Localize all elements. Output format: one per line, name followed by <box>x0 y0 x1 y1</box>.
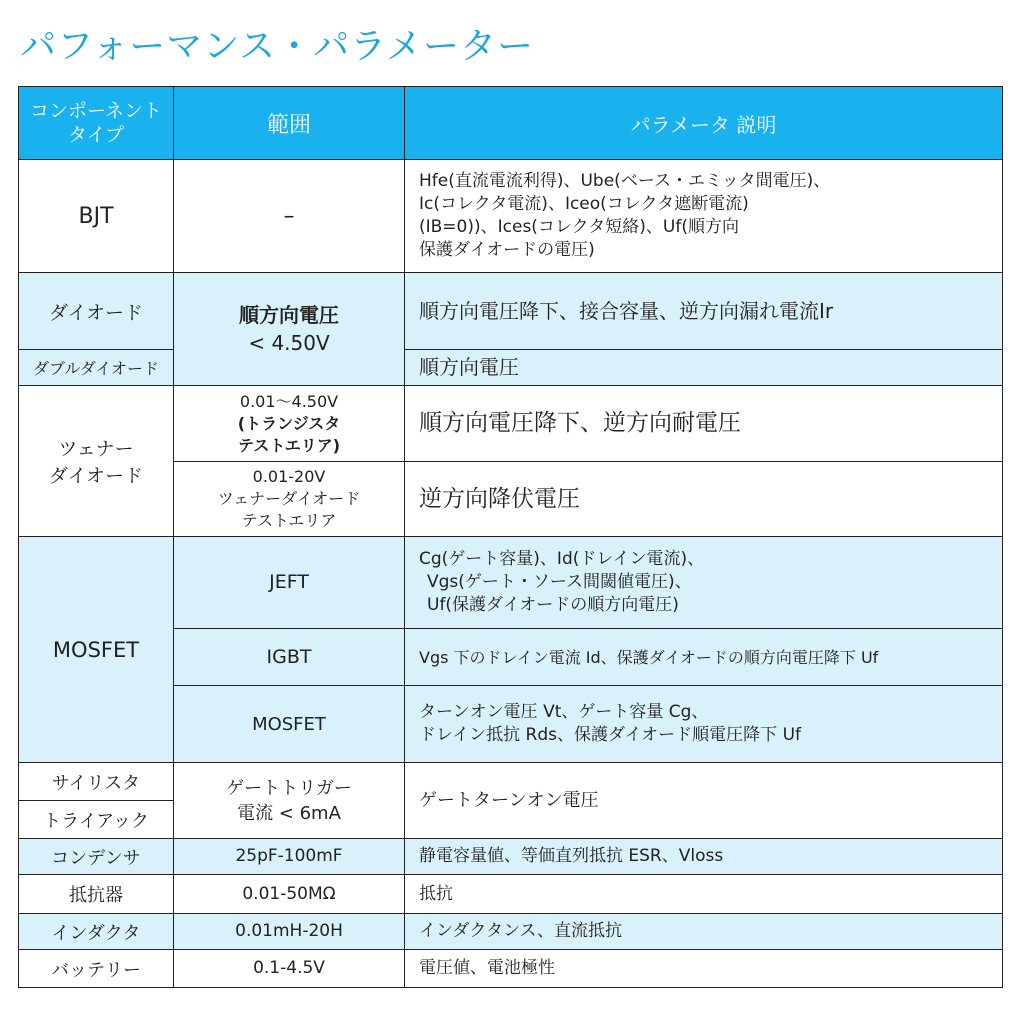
mosfet-description <box>405 686 1003 763</box>
jeft-description <box>405 537 1003 629</box>
bjt-description <box>405 160 1003 273</box>
zener-range-2-line: 0.01-20V <box>252 467 326 486</box>
header-component-line2: タイプ <box>67 124 125 146</box>
inductor-description: インダクタンス、直流抵抗 <box>405 914 1003 950</box>
bjt-desc-line: 保護ダイオードの電圧) <box>419 240 595 260</box>
battery-description: 電圧値、電池極性 <box>405 950 1003 988</box>
table-row-diode <box>19 273 1003 350</box>
igbt-description: Vgs 下のドレイン電流 Id、保護ダイオードの順方向電圧降下 Uf <box>405 629 1003 686</box>
battery-range: 0.1-4.5V <box>174 950 405 988</box>
bjt-range: – <box>174 160 405 273</box>
parameter-table <box>18 86 1003 988</box>
zener-range-2-line: ツェナーダイオード <box>217 489 361 508</box>
header-component-line1: コンポーネント <box>29 100 163 122</box>
mosfet-component: MOSFET <box>19 537 174 763</box>
jeft-desc-line: Uf(保護ダイオードの順方向電圧) <box>427 595 679 615</box>
inductor-range: 0.01mH-20H <box>174 914 405 950</box>
table-header-row <box>19 87 1003 160</box>
zener-component-line1: ツェナー <box>58 438 134 460</box>
zener-range-2-line: テストエリア <box>241 511 337 530</box>
header-range: 範囲 <box>174 87 405 160</box>
bjt-desc-line: Ic(コレクタ電流)、Iceo(コレクタ遮断電流) <box>419 194 749 214</box>
bjt-desc-line: Hfe(直流電流利得)、Ube(ベース・エミッタ間電圧)、 <box>419 171 831 191</box>
mosfet-range: MOSFET <box>174 686 405 763</box>
thyristor-range-line2: 電流 < 6mA <box>237 802 341 824</box>
zener-range-1-line: 0.01〜4.50V <box>239 391 339 411</box>
jeft-range: JEFT <box>174 537 405 629</box>
diode-description: 順方向電圧降下、接合容量、逆方向漏れ電流Ir <box>405 273 1003 350</box>
table-row-capacitor <box>19 839 1003 875</box>
zener-range-1 <box>174 386 405 462</box>
resistor-description: 抵抗 <box>405 875 1003 914</box>
jeft-desc-line: Vgs(ゲート・ソース間閾値電圧)、 <box>427 572 692 592</box>
table-row-dual-diode <box>19 350 1003 386</box>
diode-range-line2: < 4.50V <box>248 331 330 355</box>
jeft-desc-line: Cg(ゲート容量)、Id(ドレイン電流)、 <box>419 549 705 569</box>
capacitor-component: コンデンサ <box>19 839 174 875</box>
resistor-component: 抵抗器 <box>19 875 174 914</box>
zener-description-2: 逆方向降伏電圧 <box>405 462 1003 537</box>
table-row-zener-1 <box>19 386 1003 462</box>
table-row-resistor <box>19 875 1003 914</box>
zener-range-1-line: テストエリア) <box>237 435 341 455</box>
header-component-type <box>19 87 174 160</box>
resistor-range: 0.01-50MΩ <box>174 875 405 914</box>
header-description: パラメータ 説明 <box>405 87 1003 160</box>
capacitor-description: 静電容量値、等価直列抵抗 ESR、Vloss <box>405 839 1003 875</box>
bjt-desc-line: (IB=0))、Ices(コレクタ短絡)、Uf(順方向 <box>419 217 739 237</box>
zener-component <box>19 386 174 537</box>
mosfet-desc-line: ドレイン抵抗 Rds、保護ダイオード順電圧降下 Uf <box>419 725 801 745</box>
zener-description-1: 順方向電圧降下、逆方向耐電圧 <box>405 386 1003 462</box>
thyristor-component: サイリスタ <box>19 763 174 801</box>
table-row-thyristor <box>19 763 1003 801</box>
page-title: パフォーマンス・パラメーター <box>20 26 535 67</box>
capacitor-range: 25pF-100mF <box>174 839 405 875</box>
table-row-inductor <box>19 914 1003 950</box>
diode-range <box>174 273 405 386</box>
table-row-battery <box>19 950 1003 988</box>
dual-diode-description: 順方向電圧 <box>405 350 1003 386</box>
thyristor-range <box>174 763 405 839</box>
mosfet-desc-line: ターンオン電圧 Vt、ゲート容量 Cg、 <box>419 702 709 722</box>
zener-range-1-line: (トランジスタ <box>237 413 341 433</box>
dual-diode-component: ダブルダイオード <box>19 350 174 386</box>
battery-component: バッテリー <box>19 950 174 988</box>
zener-component-line2: ダイオード <box>48 465 144 487</box>
bjt-component: BJT <box>19 160 174 273</box>
inductor-component: インダクタ <box>19 914 174 950</box>
igbt-range: IGBT <box>174 629 405 686</box>
table-row-bjt <box>19 160 1003 273</box>
thyristor-description: ゲートターンオン電圧 <box>405 763 1003 839</box>
thyristor-range-line1: ゲートトリガー <box>226 777 352 799</box>
diode-component: ダイオード <box>19 273 174 350</box>
zener-range-2 <box>174 462 405 537</box>
table-row-mosfet-jeft <box>19 537 1003 629</box>
diode-range-line1: 順方向電圧 <box>239 303 339 327</box>
triac-component: トライアック <box>19 801 174 839</box>
